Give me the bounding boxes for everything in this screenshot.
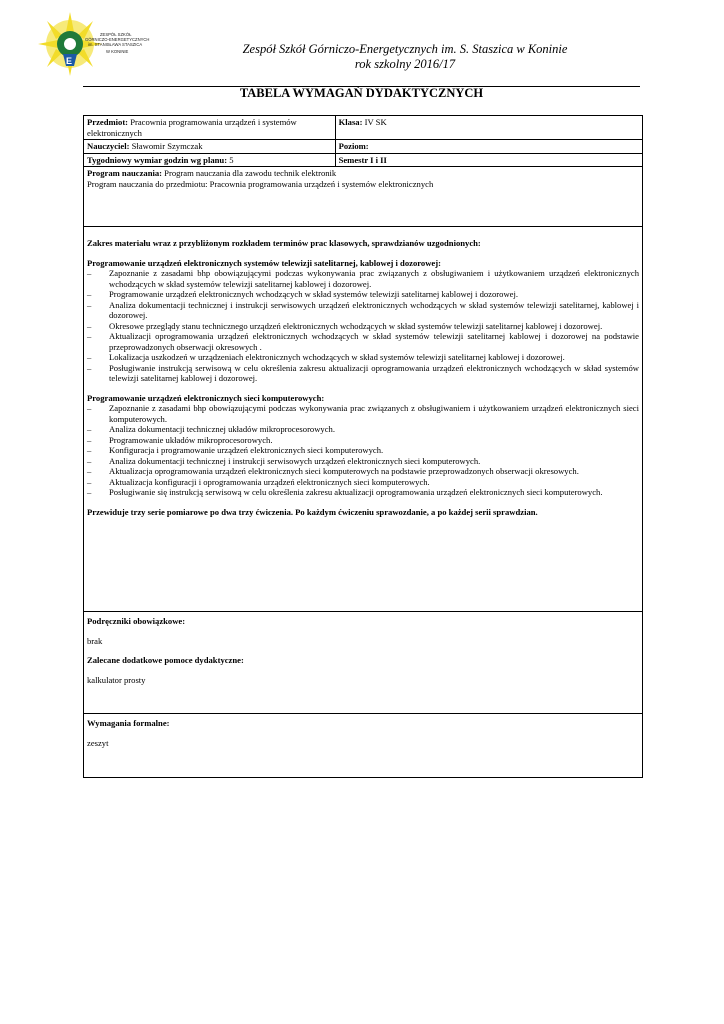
semester-label: Semestr I i II [338, 154, 387, 165]
level-cell [335, 140, 642, 154]
svg-text:W KONINIE: W KONINIE [106, 49, 129, 54]
class-label: Klasa: [338, 117, 363, 127]
hours-cell [84, 153, 336, 167]
list-item: – Aktualizacja oprogramowania urządzeń elektronicznych sieci komputerowych na podstawie przeprowadzonych obserwacji okresowych. [87, 466, 639, 477]
assessment-note: Przewiduje trzy serie pomiarowe po dwa trzy ćwiczenia. Po każdym ćwiczeniu sprawozdanie, a po każdej serii sprawdzian. [87, 506, 538, 517]
list-item: – Programowanie układów mikroprocesorowych. [87, 435, 639, 446]
school-name: Zespół Szkół Górniczo-Energetycznych im. S. Staszica w Koninie [242, 42, 568, 56]
teacher-label: Nauczyciel: [87, 141, 130, 151]
list-item: – Posługiwanie się instrukcją serwisową w celu określenia zakresu aktualizacji oprogramowania urządzeń elektronicznych sieci komputerowych. [87, 487, 639, 498]
teacher-cell [84, 140, 336, 154]
scope-cell [84, 227, 643, 612]
teacher-value: Sławomir Szymczak [129, 141, 203, 151]
list-item: – Konfiguracja i programowanie urządzeń elektronicznych sieci komputerowych. [87, 445, 639, 456]
list-item: – Okresowe przeglądy stanu technicznego urządzeń elektronicznych wchodzących w skład systemów telewizji satelitarnej kablowej i dozorowej. [87, 321, 639, 332]
section2-list [87, 403, 639, 498]
list-item: – Aktualizacja konfiguracji i oprogramowania urządzeń elektronicznych sieci komputerowych. [87, 477, 639, 488]
list-item: – Posługiwanie instrukcją serwisową w celu określenia zakresu aktualizacji oprogramowania urządzeń elektronicznych wchodzących w skład systemów telewizji satelitarnej kablowej i dozorowej. [87, 363, 639, 384]
program-cell [84, 167, 643, 227]
list-item: – Zapoznanie z zasadami bhp obowiązującymi podczas wykonywania prac związanych z obsługiwaniem i użytkowaniem urządzeń elektronicznych wchodzących w skład systemów telewizji satelitarnej kablowej i dozorowej. [87, 268, 639, 289]
books-cell [84, 612, 643, 714]
program-value: Program nauczania dla zawodu technik elektronik [162, 168, 337, 178]
school-header [200, 42, 610, 72]
aids-value: kalkulator prosty [87, 674, 146, 685]
list-item: – Analiza dokumentacji technicznej i instrukcji serwisowych urządzeń elektronicznych sieci komputerowych. [87, 456, 639, 467]
logo-text [85, 32, 149, 54]
section2-heading: Programowanie urządzeń elektronicznych sieci komputerowych: [87, 392, 325, 403]
aids-heading: Zalecane dodatkowe pomoce dydaktyczne: [87, 655, 244, 665]
requirements-table [83, 115, 643, 778]
school-logo [30, 10, 150, 80]
hours-value: 5 [227, 154, 234, 165]
hours-label: Tygodniowy wymiar godzin wg planu: [87, 154, 228, 165]
svg-text:E: E [66, 56, 73, 66]
program-line2: Program nauczania do przedmiotu: Pracownia programowania urządzeń i systemów elektronicznych [87, 178, 434, 189]
program-label: Program nauczania: [87, 168, 163, 178]
list-item: – Analiza dokumentacji technicznej układów mikroprocesorowych. [87, 424, 639, 435]
books-value: brak [87, 635, 103, 646]
class-cell [335, 116, 642, 140]
semester-cell [335, 153, 642, 167]
subject-value: Pracownia programowania urządzeń i systemów elektronicznych [87, 117, 297, 138]
subject-label: Przedmiot: [87, 117, 129, 127]
requirements-value: zeszyt [87, 737, 109, 748]
class-value: IV SK [362, 117, 387, 127]
list-item: – Analiza dokumentacji technicznej i instrukcji serwisowych urządzeń elektronicznych wchodzących w skład systemów telewizji satelitarnej, kablowej i dozorowej. [87, 300, 639, 321]
requirements-cell [84, 714, 643, 778]
svg-text:ZESPÓŁ SZKÓŁ: ZESPÓŁ SZKÓŁ [100, 32, 132, 37]
page-title: TABELA WYMAGAŃ DYDAKTYCZNYCH [239, 86, 484, 100]
level-label: Poziom: [338, 141, 369, 151]
section1-list [87, 268, 639, 384]
svg-text:GÓRNICZO-ENERGETYCZNYCH: GÓRNICZO-ENERGETYCZNYCH [85, 37, 150, 42]
list-item: – Zapoznanie z zasadami bhp obowiązującymi podczas wykonywania prac związanych z obsługiwaniem i użytkowaniem urządzeń elektronicznych sieci komputerowych. [87, 403, 639, 424]
list-item: – Lokalizacja uszkodzeń w urządzeniach elektronicznych wchodzących w skład systemów telewizji satelitarnej kablowej i dozorowej. [87, 352, 639, 363]
section1-heading: Programowanie urządzeń elektronicznych systemów telewizji satelitarnej, kablowej i dozorowej: [87, 257, 441, 268]
list-item: – Aktualizacji oprogramowania urządzeń elektronicznych wchodzących w skład systemów telewizji satelitarnej kablowej i dozorowej na podstawie przeprowadzonych obserwacji okresowych . [87, 331, 639, 352]
subject-cell [84, 116, 336, 140]
school-year: rok szkolny 2016/17 [354, 57, 456, 71]
requirements-heading: Wymagania formalne: [87, 718, 170, 728]
svg-text:im. STANISŁAWA STASZICA: im. STANISŁAWA STASZICA [88, 42, 143, 47]
books-heading: Podręczniki obowiązkowe: [87, 616, 186, 626]
list-item: – Programowanie urządzeń elektronicznych wchodzących w skład systemów telewizji satelitarnej kablowej i dozorowej. [87, 289, 639, 300]
scope-heading: Zakres materiału wraz z przybliżonym rozkładem terminów prac klasowych, sprawdzianów uzgodnionych: [87, 238, 481, 248]
